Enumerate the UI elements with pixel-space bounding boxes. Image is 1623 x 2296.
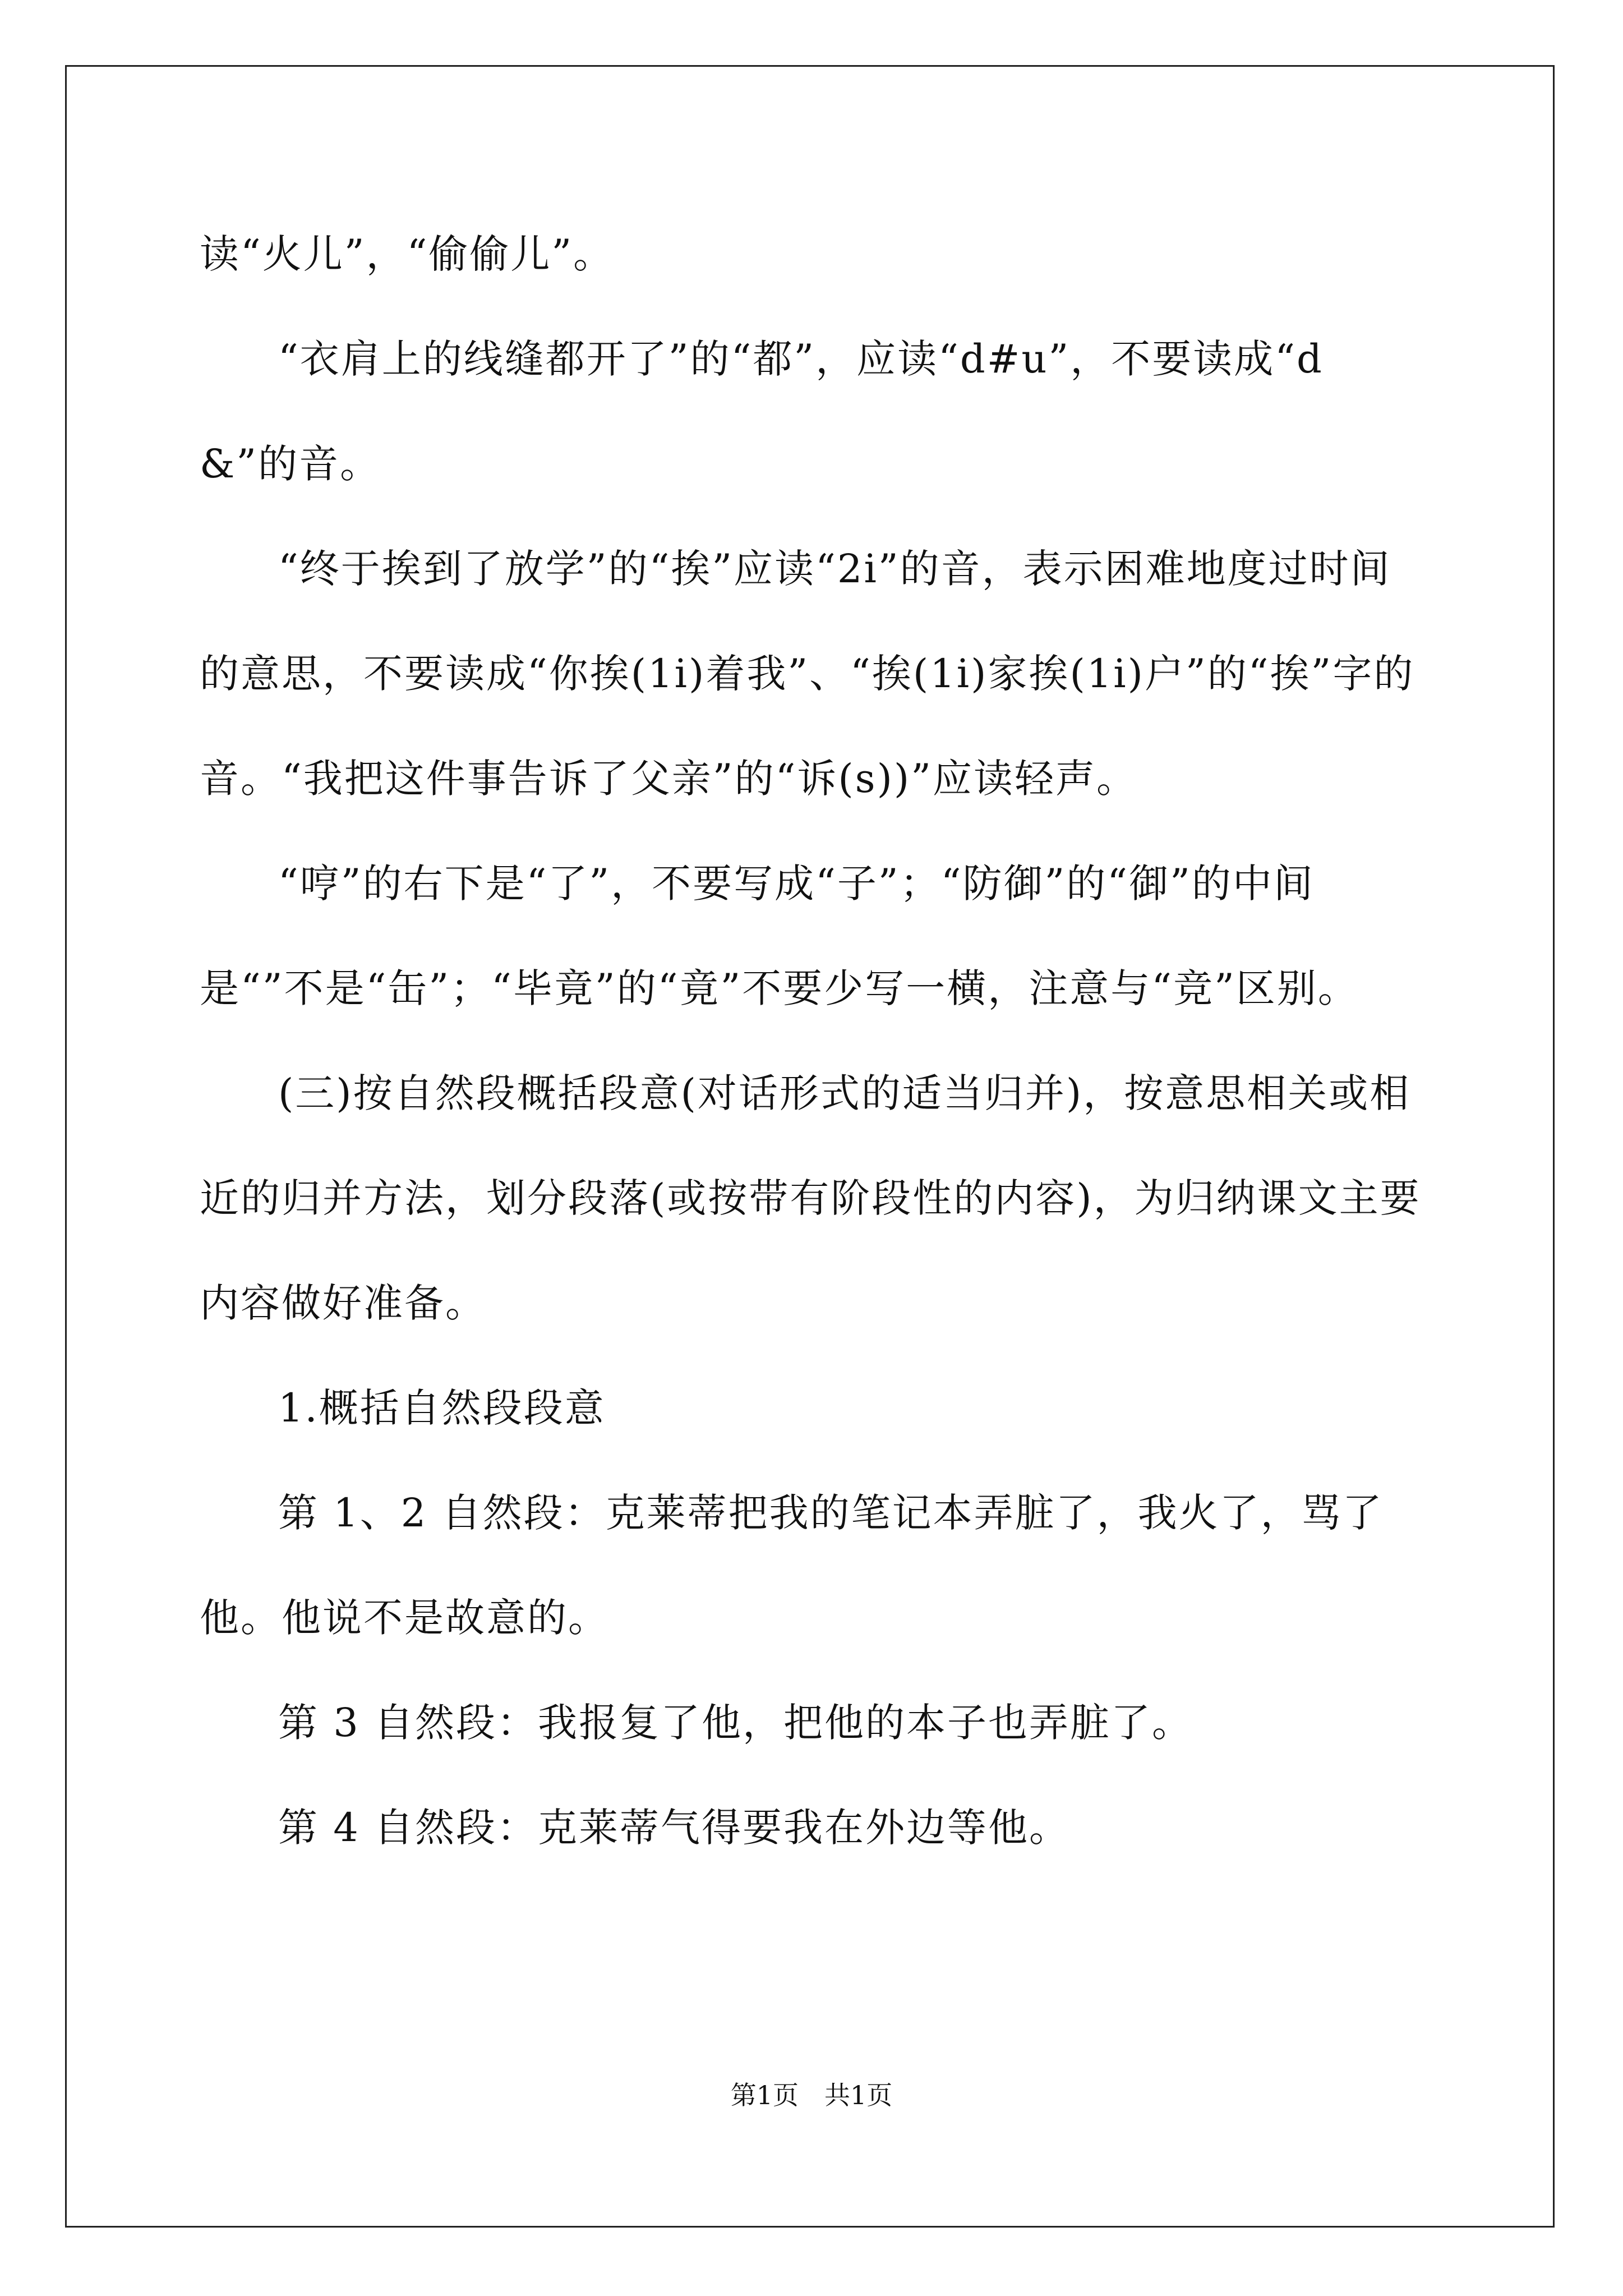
page-number: 第1页 [730, 2080, 799, 2110]
paragraph: 第 3 自然段：我报复了他，把他的本子也弄脏了。 [278, 1700, 1193, 1746]
paragraph: 第 4 自然段：克莱蒂气得要我在外边等他。 [278, 1805, 1071, 1851]
page-footer [0, 2078, 1623, 2112]
paragraph: 第 1、2 自然段：克莱蒂把我的笔记本弄脏了，我火了，骂了他。他说不是故意的。 [200, 1490, 1384, 1641]
paragraph: “哼”的右下是“了”，不要写成“子”；“防御”的“御”的中间是“”不是“缶”；“毕竟”的“竟”不要少写一横，注意与“竞”区别。 [200, 861, 1359, 1011]
paragraph: (三)按自然段概括段意(对话形式的适当归并)，按意思相关或相近的归并方法，划分段落(或按带有阶段性的内容)，为归纳课文主要内容做好准备。 [200, 1070, 1421, 1326]
page-total: 共1页 [824, 2080, 893, 2110]
paragraph: 1.概括自然段段意 [278, 1385, 606, 1431]
document-body [200, 202, 1422, 1880]
paragraph: “衣肩上的线缝都开了”的“都”，应读“d#u”，不要读成“d&”的音。 [200, 336, 1324, 487]
paragraph: 读“火儿”，“偷偷儿”。 [200, 231, 615, 277]
paragraph: “终于挨到了放学”的“挨”应读“2i”的音，表示困难地度过时间的意思，不要读成“你挨(1i)着我”、“挨(1i)家挨(1i)户”的“挨”字的音。“我把这件事告诉了父亲”的“诉(s))”应读轻声。 [200, 546, 1415, 802]
